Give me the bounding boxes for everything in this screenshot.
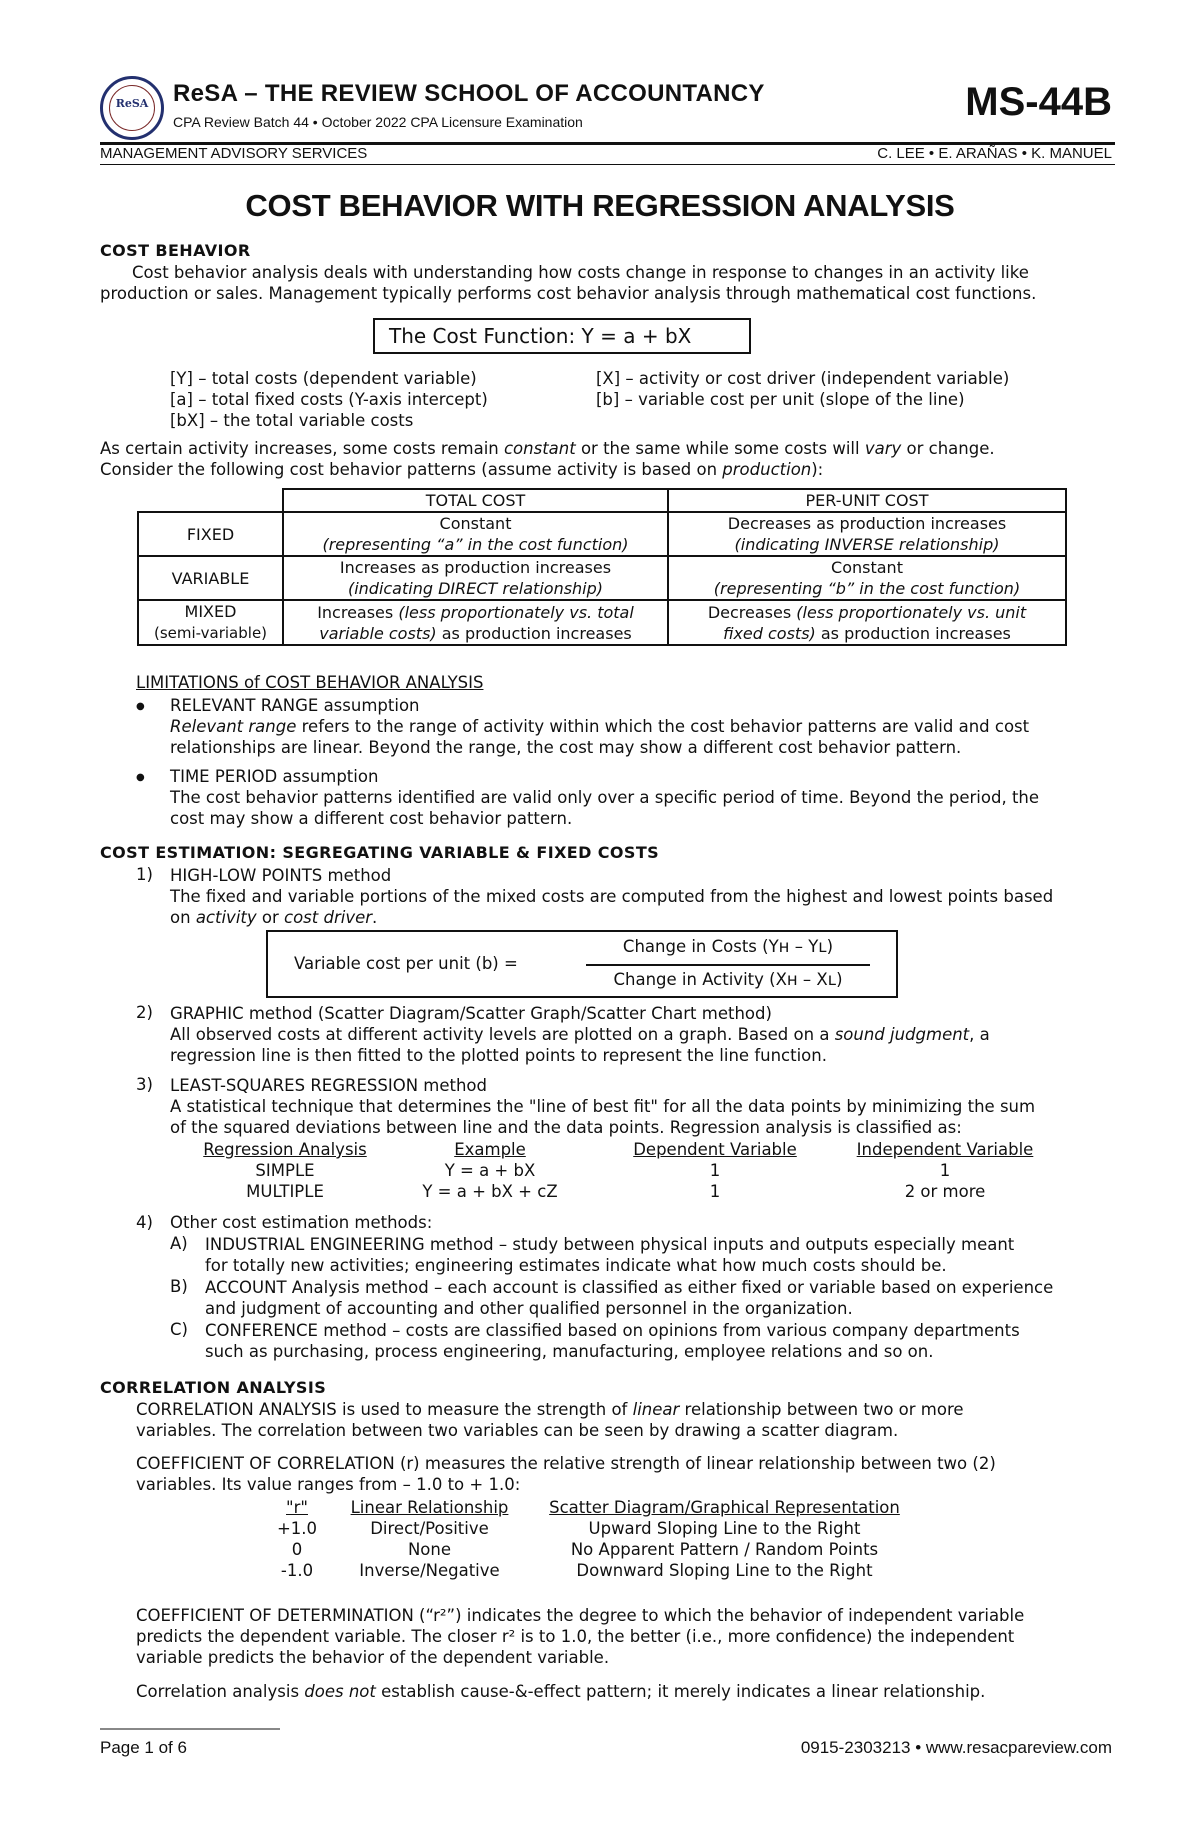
text: cost may show a different cost behavior pattern. xyxy=(170,809,573,828)
table-row xyxy=(190,1181,1060,1202)
text: regression line is then fitted to the plotted points to represent the line function. xyxy=(170,1046,827,1065)
section-heading-correlation: CORRELATION ANALYSIS xyxy=(100,1378,327,1397)
table-cell: SIMPLE xyxy=(255,1161,315,1180)
text-italic: cost driver xyxy=(284,908,373,927)
limitation-title: RELEVANT RANGE assumption xyxy=(170,696,420,715)
text: of the squared deviations between line and the data points. Regression analysis is classified as: xyxy=(170,1118,962,1137)
bullet-icon: ● xyxy=(136,701,145,712)
table-row xyxy=(138,512,1066,556)
text: COEFFICIENT OF DETERMINATION (“r²”) indicates the degree to which the behavior of independent variable xyxy=(136,1606,1025,1625)
text: ): xyxy=(811,460,824,479)
cell-text-italic: (indicating DIRECT relationship) xyxy=(347,579,604,598)
text: CONFERENCE method – costs are classified based on opinions from various company departments xyxy=(205,1321,1020,1340)
logo-text: ReSA xyxy=(115,97,149,110)
text: variable predicts the behavior of the dependent variable. xyxy=(136,1648,610,1667)
text: relationships are linear. Beyond the range, the cost may show a different cost behavior pattern. xyxy=(170,738,962,757)
table-corner xyxy=(138,489,283,512)
table-cell: Inverse/Negative xyxy=(359,1561,500,1580)
text: or the same while some costs will xyxy=(575,439,865,458)
table-header-row xyxy=(190,1139,1060,1160)
page-number: Page 1 of 6 xyxy=(100,1738,187,1757)
text: on xyxy=(170,908,196,927)
coefficient-determination-paragraph xyxy=(136,1605,1108,1668)
variable-total-cost xyxy=(283,556,668,600)
text: All observed costs at different activity levels are plotted on a graph. Based on a xyxy=(170,1025,835,1044)
col-header: Scatter Diagram/Graphical Representation xyxy=(549,1498,900,1517)
text: A statistical technique that determines the "line of best fit" for all the data points by minimizing the sum xyxy=(170,1097,1036,1116)
table-cell: Y = a + bX xyxy=(444,1161,536,1180)
text: COEFFICIENT OF CORRELATION (r) measures the relative strength of linear relationship between two (2) xyxy=(136,1454,996,1473)
row-label-fixed: FIXED xyxy=(138,512,283,556)
text: for totally new activities; engineering estimates indicate what how much costs should be. xyxy=(205,1256,947,1275)
high-low-formula-box xyxy=(266,930,898,998)
col-header: Example xyxy=(454,1140,526,1159)
table-cell: None xyxy=(407,1540,452,1559)
cell-text: Constant xyxy=(831,558,903,577)
coefficient-correlation-paragraph xyxy=(136,1453,1108,1495)
row-label-mixed xyxy=(138,600,283,645)
school-name: ReSA – THE REVIEW SCHOOL OF ACCOUNTANCY xyxy=(173,80,765,107)
table-cell: Downward Sloping Line to the Right xyxy=(576,1561,873,1580)
text: The fixed and variable portions of the mixed costs are computed from the highest and lowest points based xyxy=(170,887,1054,906)
text: or change. xyxy=(901,439,995,458)
table-row xyxy=(262,1539,962,1560)
document-title: COST BEHAVIOR WITH REGRESSION ANALYSIS xyxy=(245,188,955,223)
col-header: Regression Analysis xyxy=(203,1140,367,1159)
def-x: [X] – activity or cost driver (independent variable) xyxy=(596,369,1010,388)
method-number: 4) xyxy=(136,1213,153,1232)
table-row xyxy=(190,1160,1060,1181)
text-italic: Relevant range xyxy=(170,717,297,736)
fixed-total-cost xyxy=(283,512,668,556)
contact-info: 0915-2303213 • www.resacpareview.com xyxy=(800,1738,1112,1757)
other-industrial-engineering xyxy=(205,1234,1108,1276)
footer-rule xyxy=(100,1728,280,1730)
method-number: 2) xyxy=(136,1003,153,1022)
other-letter: B) xyxy=(170,1277,188,1296)
method-least-squares xyxy=(170,1075,1108,1138)
correlation-paragraph xyxy=(136,1399,1108,1441)
text-italic: linear xyxy=(632,1400,680,1419)
text: CORRELATION ANALYSIS is used to measure the strength of xyxy=(136,1400,633,1419)
intro-line-2: production or sales. Management typically performs cost behavior analysis through mathematical cost functions. xyxy=(100,284,1037,303)
col-header: Independent Variable xyxy=(856,1140,1034,1159)
authors: C. LEE • E. ARAÑAS • K. MANUEL xyxy=(877,145,1112,162)
cell-text: Decreases xyxy=(707,602,797,622)
text: and judgment of accounting and other qualified personnel in the organization. xyxy=(205,1299,853,1318)
table-cell: 1 xyxy=(709,1161,721,1180)
table-cell: -1.0 xyxy=(280,1561,314,1580)
table-row xyxy=(262,1560,962,1581)
text: variables. The correlation between two variables can be seen by drawing a scatter diagram. xyxy=(136,1421,899,1440)
cell-subtext: (semi-variable) xyxy=(153,624,268,642)
cell-text-italic: variable costs) xyxy=(319,623,437,643)
text-italic: sound judgment xyxy=(834,1025,970,1044)
text-italic: activity xyxy=(195,908,257,927)
text: , a xyxy=(969,1025,990,1044)
table-cell: MULTIPLE xyxy=(246,1182,324,1201)
cell-text: Constant xyxy=(439,514,512,533)
col-header: Linear Relationship xyxy=(350,1498,509,1517)
method-high-low xyxy=(170,865,1108,928)
def-bx: [bX] – the total variable costs xyxy=(170,411,414,430)
bullet-icon: ● xyxy=(136,772,145,783)
col-header-total-cost: TOTAL COST xyxy=(283,489,668,512)
cell-text-italic: fixed costs) xyxy=(723,623,816,643)
table-row xyxy=(138,556,1066,600)
text: refers to the range of activity within which the cost behavior patterns are valid and cost xyxy=(296,717,1030,736)
other-letter: C) xyxy=(170,1320,188,1339)
text: ACCOUNT Analysis method – each account is classified as either fixed or variable based on experience xyxy=(205,1278,1054,1297)
text-italic: production xyxy=(722,460,812,479)
method-graphic xyxy=(170,1003,1108,1066)
correlation-table xyxy=(262,1497,962,1581)
fraction-line xyxy=(586,964,870,966)
text: predicts the dependent variable. The closer r² is to 1.0, the better (i.e., more confidence) the independent xyxy=(136,1627,1015,1646)
text: or xyxy=(256,908,285,927)
formula-denominator: Change in Activity (Xʜ – Xʟ) xyxy=(613,970,843,989)
subject-name: MANAGEMENT ADVISORY SERVICES xyxy=(100,145,368,162)
cell-text: MIXED xyxy=(184,602,237,621)
method-number: 1) xyxy=(136,865,153,884)
other-account-analysis xyxy=(205,1277,1108,1319)
cell-text-italic: (representing “a” in the cost function) xyxy=(322,535,629,554)
col-header: "r" xyxy=(286,1498,308,1517)
table-cell: Y = a + bX + cZ xyxy=(422,1182,558,1201)
cost-function-text: The Cost Function: Y = a + bX xyxy=(389,324,692,348)
text: The cost behavior patterns identified are valid only over a specific period of time. Beyond the period, the xyxy=(170,788,1040,807)
section-heading-cost-behavior: COST BEHAVIOR xyxy=(100,241,251,260)
text: such as purchasing, process engineering, manufacturing, employee relations and so on. xyxy=(205,1342,934,1361)
cell-text: as production increases xyxy=(436,623,632,643)
cell-text: Increases xyxy=(317,602,399,622)
other-letter: A) xyxy=(170,1234,188,1253)
document-code: MS-44B xyxy=(965,80,1112,124)
text: Consider the following cost behavior patterns (assume activity is based on xyxy=(100,460,723,479)
table-cell: Upward Sloping Line to the Right xyxy=(588,1519,861,1538)
table-row xyxy=(262,1518,962,1539)
text: variables. Its value ranges from – 1.0 to + 1.0: xyxy=(136,1475,521,1494)
limitation-title: TIME PERIOD assumption xyxy=(170,767,379,786)
cost-function-box xyxy=(373,318,751,354)
section-heading-cost-estimation: COST ESTIMATION: SEGREGATING VARIABLE & FIXED COSTS xyxy=(100,843,660,862)
mixed-total-cost xyxy=(283,600,668,645)
cell-text-italic: (less proportionately vs. total xyxy=(398,602,634,622)
behavior-patterns-paragraph xyxy=(100,438,1108,480)
table-row xyxy=(138,600,1066,645)
limitations-heading: LIMITATIONS of COST BEHAVIOR ANALYSIS xyxy=(136,673,484,692)
other-conference xyxy=(205,1320,1108,1362)
cost-behavior-intro xyxy=(100,262,1108,304)
table-cell: No Apparent Pattern / Random Points xyxy=(570,1540,879,1559)
formula-numerator: Change in Costs (Yʜ – Yʟ) xyxy=(622,937,834,956)
method-title: LEAST-SQUARES REGRESSION method xyxy=(170,1076,488,1095)
batch-info: CPA Review Batch 44 • October 2022 CPA Licensure Examination xyxy=(173,114,583,130)
def-a: [a] – total fixed costs (Y-axis intercept) xyxy=(170,390,488,409)
method-title: GRAPHIC method (Scatter Diagram/Scatter Graph/Scatter Chart method) xyxy=(170,1004,772,1023)
mixed-unit-cost xyxy=(668,600,1066,645)
formula-label: Variable cost per unit (b) = xyxy=(294,954,518,973)
text: relationship between two or more xyxy=(679,1400,964,1419)
col-header-per-unit-cost: PER-UNIT COST xyxy=(668,489,1066,512)
table-header-row xyxy=(262,1497,962,1518)
method-number: 3) xyxy=(136,1075,153,1094)
text: INDUSTRIAL ENGINEERING method – study between physical inputs and outputs especially meant xyxy=(205,1235,1015,1254)
text-italic: vary xyxy=(864,439,902,458)
table-cell: Direct/Positive xyxy=(370,1519,489,1538)
table-cell: 1 xyxy=(709,1182,721,1201)
header-subrule xyxy=(100,164,1115,165)
table-cell: 1 xyxy=(939,1161,951,1180)
table-cell: 2 or more xyxy=(904,1182,986,1201)
def-y: [Y] – total costs (dependent variable) xyxy=(170,369,477,388)
text: Correlation analysis xyxy=(136,1682,305,1701)
limitation-relevant-range xyxy=(170,695,1108,758)
fixed-unit-cost xyxy=(668,512,1066,556)
method-title: HIGH-LOW POINTS method xyxy=(170,866,392,885)
text: . xyxy=(372,908,378,927)
row-label-variable: VARIABLE xyxy=(138,556,283,600)
definitions-left xyxy=(170,368,488,431)
resa-logo xyxy=(100,76,164,140)
table-cell: +1.0 xyxy=(276,1519,318,1538)
text-italic: does not xyxy=(304,1682,376,1701)
text-italic: constant xyxy=(503,439,576,458)
method-other-title: Other cost estimation methods: xyxy=(170,1213,433,1232)
cell-text-italic: (representing “b” in the cost function) xyxy=(713,579,1021,598)
variable-unit-cost xyxy=(668,556,1066,600)
correlation-note xyxy=(136,1681,1108,1702)
cell-text-italic: (indicating INVERSE relationship) xyxy=(734,535,1000,554)
cell-text: Increases as production increases xyxy=(339,558,612,577)
def-b: [b] – variable cost per unit (slope of the line) xyxy=(596,390,965,409)
definitions-right xyxy=(596,368,1009,410)
table-cell: 0 xyxy=(291,1540,303,1559)
col-header: Dependent Variable xyxy=(633,1140,797,1159)
intro-line-1: Cost behavior analysis deals with understanding how costs change in response to changes in an activity like xyxy=(132,263,1029,282)
cost-behavior-table xyxy=(137,488,1067,646)
cell-text: Decreases as production increases xyxy=(727,514,1007,533)
text: establish cause-&-effect pattern; it merely indicates a linear relationship. xyxy=(375,1682,986,1701)
text: As certain activity increases, some costs remain xyxy=(100,439,504,458)
limitation-time-period xyxy=(170,766,1108,829)
cell-text-italic: (less proportionately vs. unit xyxy=(796,602,1027,622)
regression-table xyxy=(190,1139,1060,1202)
cell-text: as production increases xyxy=(815,623,1011,643)
